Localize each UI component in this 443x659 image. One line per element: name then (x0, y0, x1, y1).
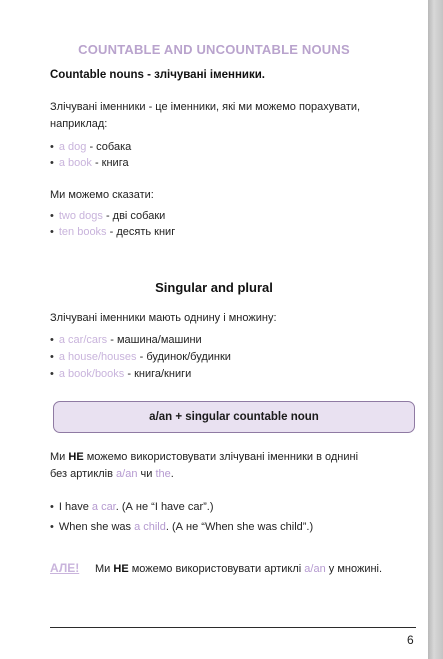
list-item: • a book - книга (50, 157, 129, 169)
rule-box: a/an + singular countable noun (53, 401, 415, 433)
intro-line-1: Злічувані іменники - це іменники, які ми можемо порахувати, (50, 101, 361, 113)
rule-line-2: без артиклів a/an чи the. (50, 468, 174, 480)
page-number: 6 (407, 633, 414, 647)
bullet-icon: • (50, 368, 54, 380)
list-item: • a dog - собака (50, 141, 132, 153)
page-edge (428, 0, 443, 659)
intro-line-2: наприклад: (50, 118, 108, 130)
rule-paragraph (50, 449, 358, 483)
we-can-say: Ми можемо сказати: (50, 189, 154, 201)
list-item: • I have a car. (А не “I have car”.) (50, 501, 214, 513)
list-item: • ten books - десять книг (50, 226, 176, 238)
bullet-icon: • (50, 351, 54, 363)
bullet-icon: • (50, 141, 54, 153)
bullet-icon: • (50, 210, 54, 222)
but-label: АЛЕ! (50, 561, 80, 575)
bullet-icon: • (50, 334, 54, 346)
section-intro: Злічувані іменники мають однину і множину: (50, 312, 277, 324)
bullet-icon: • (50, 521, 54, 533)
list-item: • two dogs - дві собаки (50, 210, 166, 222)
list-item: • a car/cars - машина/машини (50, 334, 202, 346)
but-text: Ми НЕ можемо використовувати артиклі a/an у множині. (95, 563, 383, 575)
section-title: Singular and plural (155, 280, 273, 295)
rule-line-1: Ми НЕ можемо використовувати злічувані іменники в однині (50, 451, 359, 463)
subtitle: Countable nouns - злічувані іменники. (50, 69, 265, 81)
bullet-icon: • (50, 226, 54, 238)
footer-divider (50, 627, 416, 628)
list-item: • a book/books - книга/книги (50, 368, 192, 380)
intro-paragraph (50, 99, 360, 133)
bullet-icon: • (50, 501, 54, 513)
page-title: COUNTABLE AND UNCOUNTABLE NOUNS (78, 42, 350, 57)
list-item: • When she was a child. (А не “When she was child”.) (50, 521, 314, 533)
bullet-icon: • (50, 157, 54, 169)
list-item: • a house/houses - будинок/будинки (50, 351, 231, 363)
